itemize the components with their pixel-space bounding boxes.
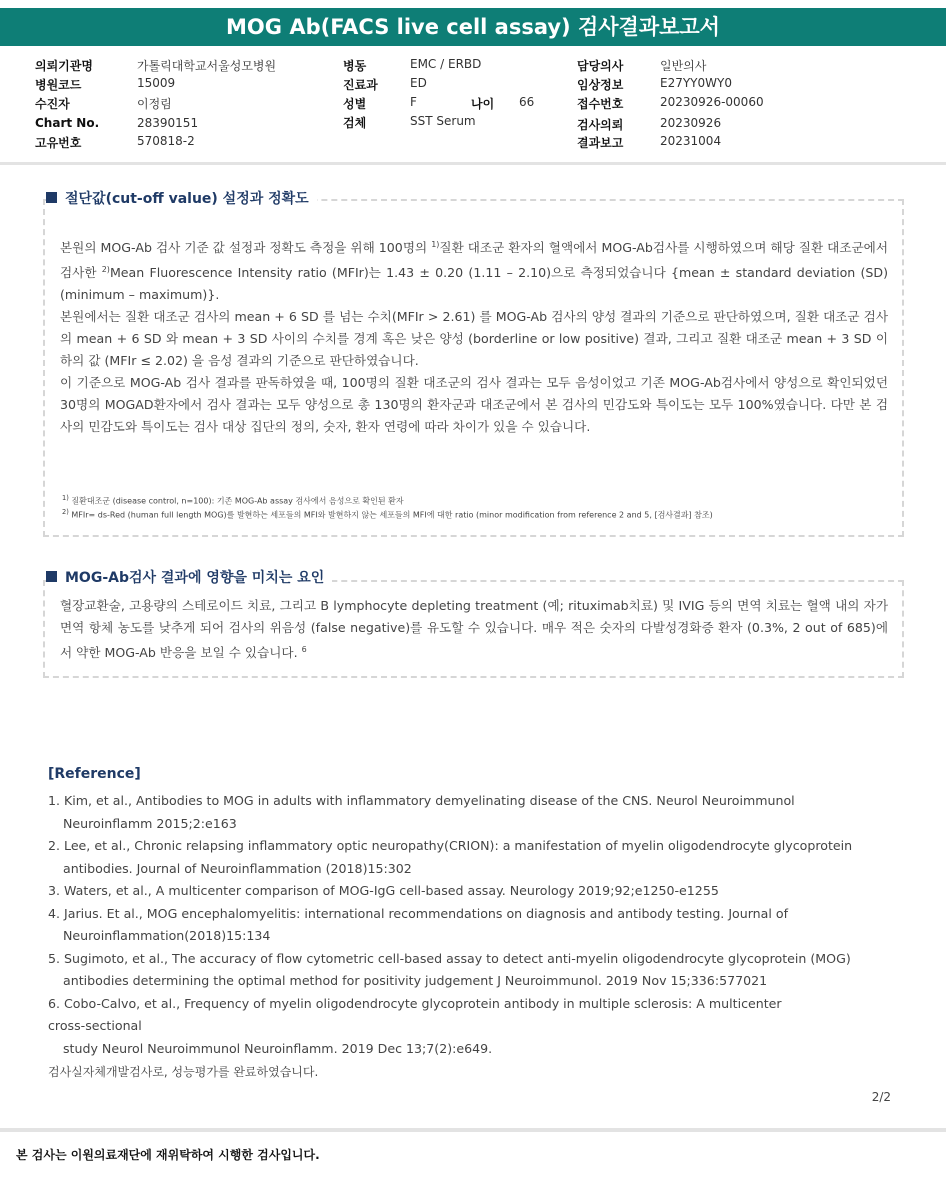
label-patient: 수진자 (35, 97, 70, 111)
value-receipt-no: 20230926-00060 (660, 95, 764, 109)
reference-item: 4. Jarius. Et al., MOG encephalomyelitis: international recommendations on diagnosis and antibody testing. Journal of (48, 905, 789, 921)
value-institution: 가톨릭대학교서울성모병원 (137, 59, 277, 73)
footer-divider (0, 1128, 946, 1132)
section-factors-body: 혈장교환술, 고용량의 스테로이드 치료, 그리고 B lymphocyte depleting treatment (예; rituximab치료) 및 IVIG 등의 면역 치료는 혈액 내의 자가면역 항체 농도를 낮추게 되어 검사의 위음성 (false negative)를 유도할 수 있습니다. 매우 적은 숫자의 다발성경화증 환자 (0.3%, 2 out of 685)에서 약한 MOG-Ab 반응을 보일 수 있습니다. $^6$ (60, 598, 888, 661)
label-clinical-info: 임상정보 (577, 78, 624, 92)
section-cutoff-title (46, 188, 317, 208)
label-age: 나이 (471, 97, 495, 111)
reference-item: 5. Sugimoto, et al., The accuracy of flow cytometric cell-based assay to detect anti-myelin oligodendrocyte glycoprotein (MOG) (48, 950, 851, 966)
reference-list: 1. Kim, et al., Antibodies to MOG in adults with inflammatory demyelinating disease of the CNS. Neurol Neuroimmunol Neuroinflamm 2015;2:e163 2. Lee, et al., Chronic relapsing inflammatory optic neuropathy(CRION): a manifestation of myelin oligodendrocyte glycoprotein antibodies. Journal of Neuroinflammation (2018)15:302 3. Waters, et al., A multicenter comparison of MOG-IgG cell-based assay. Neurology 2019;92;e1250-e1255 4. Jarius. Et al., MOG encephalomyelitis: international recommendations on diagnosis and antibody testing. Journal of Neuroinflammation(2018)15:134 5. Sugimoto, et al., The accuracy of flow cytometric cell-based assay to detect anti-myelin oligodendrocyte glycoprotein (MOG) antibodies determining the optimal method for positivity judgement J Neuroimmunol. 2019 Nov 15;336:577021 6. Cobo-Calvo, et al., Frequency of myelin oligodendrocyte glycoprotein antibody in multiple sclerosis: A multicenter cross-sectional study Neurol Neuroimmunol Neuroinflamm. 2019 Dec 13;7(2):e649. 검사실자체개발검사로, 성능평가를 완료하였습니다. (48, 790, 893, 1084)
label-department: 진료과 (343, 78, 378, 92)
label-unique-no: 고유번호 (35, 136, 82, 150)
label-specimen: 검체 (343, 116, 367, 130)
label-request-date: 검사의뢰 (577, 118, 624, 132)
section-factors-title (46, 567, 332, 587)
label-doctor: 담당의사 (577, 59, 624, 73)
footnote-1: $^{1)}$ 질환대조군 (disease control, n=100): 기존 MOG-Ab assay 검사에서 음성으로 확인된 환자 (62, 494, 404, 506)
value-request-date: 20230926 (660, 116, 722, 130)
value-sex: F (410, 95, 417, 109)
cutoff-paragraph-3: 이 기준으로 MOG-Ab 검사 결과를 판독하였을 때, 100명의 질환 대조군의 검사 결과는 모두 음성이었고 기존 MOG-Ab검사에서 양성으로 확인되었던 30명의 MOGAD환자에서 검사 결과는 모두 양성으로 총 130명의 환자군과 대조군에서 본 검사의 민감도와 특이도는 모두 100%였습니다. 다만 본 검사의 민감도와 특이도는 검사 대상 집단의 정의, 숫자, 환자 연령에 따라 차이가 있을 수 있습니다. (60, 375, 888, 435)
value-hospital-code: 15009 (137, 76, 176, 90)
value-unique-no: 570818-2 (137, 134, 195, 148)
section-factors-title-text: MOG-Ab검사 결과에 영향을 미치는 요인 (65, 570, 325, 586)
report-title: MOG Ab(FACS live cell assay) 검사결과보고서 (0, 8, 946, 46)
footnote-2: $^{2)}$ MFIr= ds-Red (human full length MOG)를 발현하는 세포들의 MFI와 발현하지 않는 세포들의 MFI에 대한 ratio (minor modification from reference 2 and 5, [검사결과] 참조) (62, 508, 713, 520)
reference-title: [Reference] (48, 766, 141, 782)
value-specimen: SST Serum (410, 114, 476, 128)
reference-item: 3. Waters, et al., A multicenter comparison of MOG-IgG cell-based assay. Neurology 2019;92;e1250-e1255 (48, 883, 719, 898)
label-report-date: 결과보고 (577, 136, 624, 150)
label-chart-no: Chart No. (35, 116, 100, 130)
cutoff-paragraph-2: 본원에서는 질환 대조군 검사의 mean + 6 SD 를 넘는 수치(MFIr > 2.61) 를 MOG-Ab 검사의 양성 결과의 기준으로 판단하였으며, 질환 대조군 검사의 mean + 6 SD 와 mean + 3 SD 사이의 수치를 경계 혹은 낮은 양성 (borderline or low positive) 결과, 그리고 질환 대조군 mean + 3 SD 이하의 값 (MFIr ≤ 2.02) 을 음성 결과의 기준으로 판단하였습니다. (60, 309, 888, 369)
value-report-date: 20231004 (660, 134, 722, 148)
reference-item: 1. Kim, et al., Antibodies to MOG in adults with inflammatory demyelinating disease of the CNS. Neurol Neuroimmunol (48, 793, 795, 808)
value-doctor: 일반의사 (660, 59, 707, 73)
page-number: 2/2 (871, 1090, 891, 1104)
section-cutoff-body (60, 234, 888, 438)
divider (0, 162, 946, 165)
footer-note: 본 검사는 이원의료재단에 재위탁하여 시행한 검사입니다. (16, 1148, 320, 1162)
value-patient: 이정림 (137, 97, 172, 111)
value-chart-no: 28390151 (137, 116, 199, 130)
patient-info (0, 55, 949, 155)
value-department: ED (410, 76, 427, 90)
label-hospital-code: 병원코드 (35, 78, 82, 92)
label-receipt-no: 접수번호 (577, 97, 624, 111)
cutoff-paragraph-1: 본원의 MOG-Ab 검사 기준 값 설정과 정확도 측정을 위해 100명의 $^{1)}$질환 대조군 환자의 혈액에서 MOG-Ab검사를 시행하였으며 해당 질환 대조군에서 검사한 $^{2)}$Mean Fluorescence Intensity ratio (MFIr)는 1.43 ± 0.20 (1.11 – 2.10)으로 측정되었습니다 {mean ± standard deviation (SD) (minimum – maximum)}. (60, 240, 889, 303)
validation-note: 검사실자체개발검사로, 성능평가를 완료하였습니다. (48, 1065, 319, 1079)
value-clinical-info: E27YY0WY0 (660, 76, 732, 90)
label-ward: 병동 (343, 59, 367, 73)
value-age: 66 (519, 95, 535, 109)
square-bullet-icon (46, 192, 57, 203)
reference-item: 2. Lee, et al., Chronic relapsing inflammatory optic neuropathy(CRION): a manifestation of myelin oligodendrocyte glycoprotein (48, 838, 853, 853)
square-bullet-icon (46, 571, 57, 582)
reference-item: 6. Cobo-Calvo, et al., Frequency of myelin oligodendrocyte glycoprotein antibody in multiple sclerosis: A multicenter (48, 995, 782, 1011)
section-cutoff-title-text: 절단값(cut-off value) 설정과 정확도 (65, 191, 309, 207)
label-institution: 의뢰기관명 (35, 59, 93, 73)
value-ward: EMC / ERBD (410, 57, 482, 71)
label-sex: 성별 (343, 97, 367, 111)
